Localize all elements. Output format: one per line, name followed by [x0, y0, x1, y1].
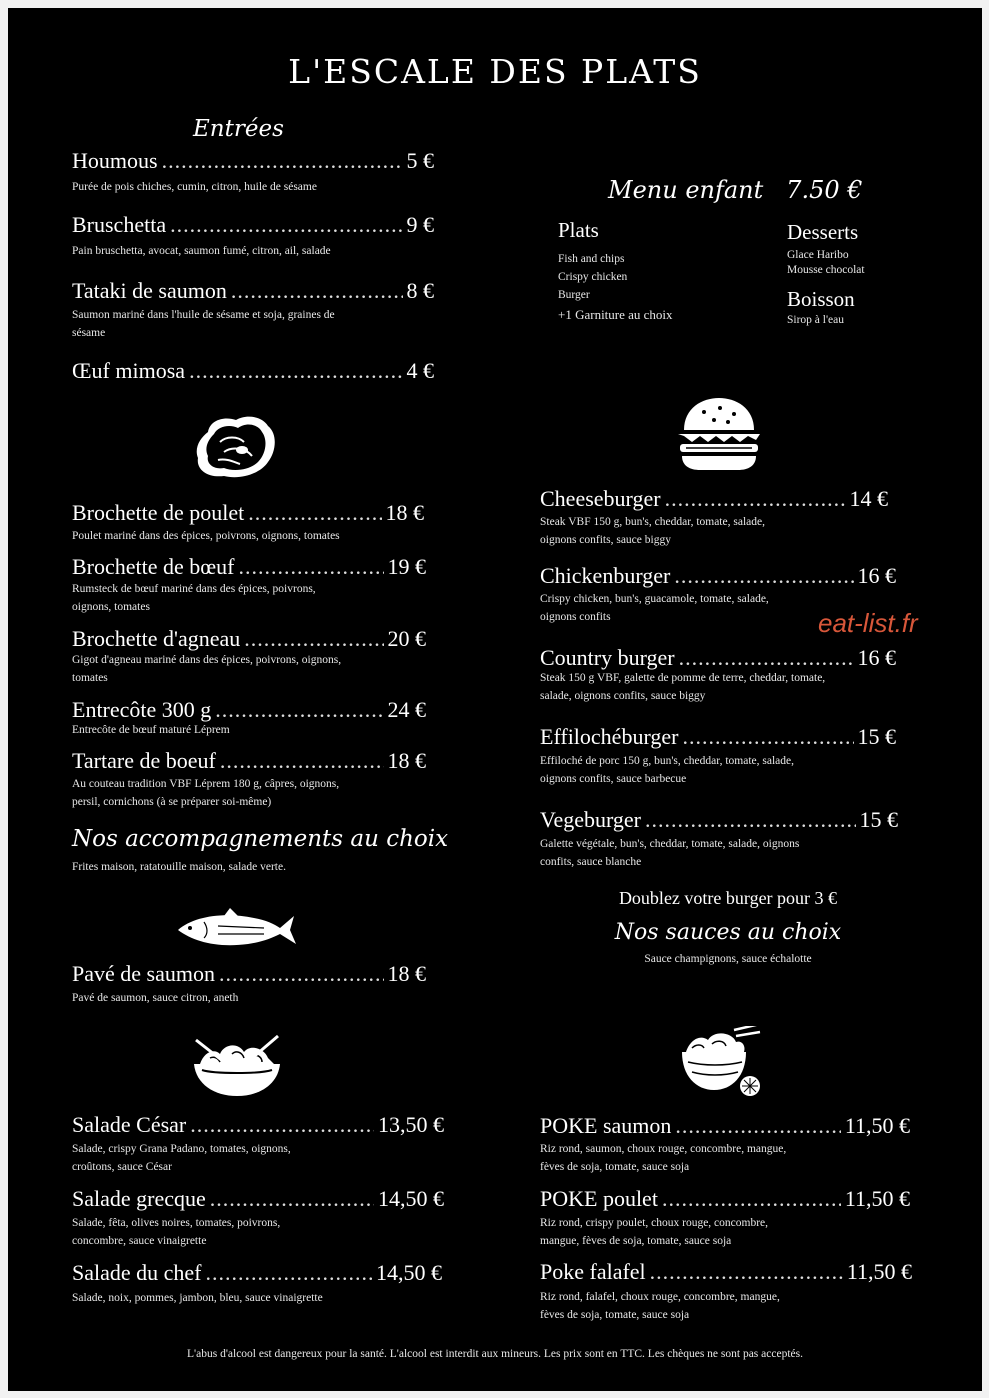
- item-name: Poke falafel: [540, 1259, 646, 1284]
- item-description: confits, sauce blanche: [540, 856, 642, 868]
- item-price: 18 €: [387, 961, 426, 986]
- item-price: 5 €: [406, 148, 434, 173]
- item-description: concombre, sauce vinaigrette: [72, 1235, 207, 1247]
- menu-enfant-dessert: Mousse chocolat: [787, 264, 865, 276]
- item-description: Saumon mariné dans l'huile de sésame et soja, graines de: [72, 309, 335, 321]
- item-price: 19 €: [387, 554, 426, 579]
- item-price: 15 €: [859, 807, 898, 832]
- menu-enfant-desserts-label: Desserts: [787, 220, 859, 244]
- entrees-heading: Entrées: [193, 116, 284, 142]
- item-description: persil, cornichons (à se préparer soi-même): [72, 796, 272, 808]
- item-price: 11,50 €: [844, 1113, 910, 1138]
- poke-item: [540, 1259, 912, 1285]
- accompagnements-text: Frites maison, ratatouille maison, salade verte.: [72, 861, 286, 873]
- item-price: 8 €: [406, 278, 434, 303]
- item-name: Salade César: [72, 1112, 187, 1137]
- item-name: POKE saumon: [540, 1113, 672, 1138]
- item-description: oignons confits: [540, 611, 611, 623]
- menu-enfant-plat: Fish and chips: [558, 253, 625, 265]
- accompagnements-heading: Nos accompagnements au choix: [72, 826, 449, 852]
- item-name: Bruschetta: [72, 212, 167, 237]
- item-price: 18 €: [387, 748, 426, 773]
- item-description: croûtons, sauce César: [72, 1161, 172, 1173]
- menu-enfant-boisson: Sirop à l'eau: [787, 314, 845, 326]
- menu-enfant-plat: Burger: [558, 289, 590, 301]
- burger-item: [540, 486, 888, 512]
- burger-item: [540, 645, 896, 671]
- poke-item: [540, 1186, 910, 1212]
- item-price: 11,50 €: [844, 1186, 910, 1211]
- item-price: 16 €: [857, 645, 896, 670]
- item-name: Country burger: [540, 645, 675, 670]
- item-price: 15 €: [857, 724, 896, 749]
- viande-item: [72, 626, 426, 652]
- item-name: Entrecôte 300 g: [72, 697, 212, 722]
- item-price: 14 €: [849, 486, 888, 511]
- menu-enfant-dessert: Glace Haribo: [787, 249, 849, 261]
- item-price: 4 €: [406, 358, 434, 383]
- item-description: Salade, noix, pommes, jambon, bleu, sauce vinaigrette: [72, 1292, 323, 1304]
- doublez-text: Doublez votre burger pour 3 €: [618, 888, 838, 908]
- item-name: Tartare de boeuf: [72, 748, 216, 773]
- menu-enfant-heading: Menu enfant 7.50 €: [608, 176, 863, 204]
- item-price: 16 €: [857, 563, 896, 588]
- item-description: Effiloché de porc 150 g, bun's, cheddar, tomate, salade,: [540, 755, 794, 767]
- menu-page: [8, 8, 982, 1391]
- item-description: Riz rond, crispy poulet, choux rouge, concombre,: [540, 1217, 769, 1229]
- fish-icon: [174, 906, 298, 950]
- item-name: Salade grecque: [72, 1186, 206, 1211]
- item-description: oignons confits, sauce barbecue: [540, 773, 687, 785]
- item-price: 18 €: [385, 500, 424, 525]
- item-price: 20 €: [387, 626, 426, 651]
- item-description: Steak VBF 150 g, bun's, cheddar, tomate, salade,: [540, 516, 765, 528]
- item-price: 11,50 €: [846, 1259, 912, 1284]
- steak-icon: [190, 412, 282, 484]
- item-name: Chickenburger: [540, 563, 671, 588]
- item-description: Riz rond, saumon, choux rouge, concombre, mangue,: [540, 1143, 787, 1155]
- item-description: Gigot d'agneau mariné dans des épices, poivrons, oignons,: [72, 654, 342, 666]
- item-description: fèves de soja, tomate, sauce soja: [540, 1309, 690, 1321]
- item-description: Pain bruschetta, avocat, saumon fumé, citron, ail, salade: [72, 245, 331, 257]
- item-description: Riz rond, falafel, choux rouge, concombre, mangue,: [540, 1291, 780, 1303]
- item-description: fèves de soja, tomate, sauce soja: [540, 1161, 690, 1173]
- item-description: Entrecôte de bœuf maturé Léprem: [72, 724, 230, 736]
- item-price: 9 €: [406, 212, 434, 237]
- item-name: Effilochéburger: [540, 724, 679, 749]
- burger-icon: [674, 396, 764, 472]
- entree-item: [72, 358, 434, 384]
- salad-bowl-icon: [184, 1030, 290, 1100]
- footer-disclaimer: L'abus d'alcool est dangereux pour la santé. L'alcool est interdit aux mineurs. Les prix sont en TTC. Les chèques ne sont pas acceptés.: [187, 1348, 803, 1360]
- sauces-text: Sauce champignons, sauce échalotte: [644, 953, 812, 965]
- item-price: 14,50 €: [376, 1260, 442, 1285]
- item-description: oignons confits, sauce biggy: [540, 534, 671, 546]
- entree-item: [72, 212, 434, 238]
- viande-item: [72, 697, 426, 723]
- burger-item: [540, 563, 896, 589]
- viande-item: [72, 500, 424, 526]
- sauces-heading: Nos sauces au choix: [614, 920, 842, 945]
- menu-enfant-boisson-label: Boisson: [787, 287, 855, 311]
- menu-enfant-price: 7.50 €: [786, 176, 863, 204]
- item-description: Steak 150 g VBF, galette de pomme de terre, cheddar, tomate,: [540, 672, 826, 684]
- item-description: sésame: [72, 327, 106, 339]
- item-name: Œuf mimosa: [72, 358, 186, 383]
- salade-item: [72, 1112, 444, 1138]
- item-description: Rumsteck de bœuf mariné dans des épices, poivrons,: [72, 583, 316, 595]
- viande-item: [72, 554, 426, 580]
- poke-item: [540, 1113, 910, 1139]
- item-description: Salade, fêta, olives noires, tomates, poivrons,: [72, 1217, 281, 1229]
- item-price: 14,50 €: [378, 1186, 444, 1211]
- poke-bowl-icon: [676, 1026, 762, 1098]
- entree-item: [72, 148, 434, 174]
- item-description: Salade, crispy Grana Padano, tomates, oignons,: [72, 1143, 291, 1155]
- item-description: Crispy chicken, bun's, guacamole, tomate, salade,: [540, 593, 769, 605]
- item-description: oignons, tomates: [72, 601, 150, 613]
- item-name: Brochette d'agneau: [72, 626, 241, 651]
- item-description: Purée de pois chiches, cumin, citron, huile de sésame: [72, 181, 317, 193]
- item-price: 24 €: [387, 697, 426, 722]
- menu-enfant-plats-label: Plats: [558, 218, 599, 242]
- item-name: Vegeburger: [540, 807, 641, 832]
- item-name: Salade du chef: [72, 1260, 202, 1285]
- item-description: mangue, fèves de soja, tomate, sauce soja: [540, 1235, 732, 1247]
- item-description: tomates: [72, 672, 108, 684]
- item-name: Cheeseburger: [540, 486, 661, 511]
- item-description: Pavé de saumon, sauce citron, aneth: [72, 992, 239, 1004]
- menu-enfant-plat: +1 Garniture au choix: [558, 307, 673, 322]
- item-name: Brochette de bœuf: [72, 554, 235, 579]
- viande-item: [72, 748, 426, 774]
- item-description: Poulet mariné dans des épices, poivrons, oignons, tomates: [72, 530, 340, 542]
- item-description: Au couteau tradition VBF Léprem 180 g, câpres, oignons,: [72, 778, 340, 790]
- item-description: Galette végétale, bun's, cheddar, tomate, salade, oignons: [540, 838, 800, 850]
- poisson-item: [72, 961, 426, 987]
- burger-item: [540, 807, 898, 833]
- item-name: POKE poulet: [540, 1186, 658, 1211]
- item-name: Brochette de poulet: [72, 500, 245, 525]
- entree-item: [72, 278, 434, 304]
- item-price: 13,50 €: [378, 1112, 444, 1137]
- item-name: Tataki de saumon: [72, 278, 227, 303]
- item-description: salade, oignons confits, sauce biggy: [540, 690, 706, 702]
- salade-item: [72, 1186, 444, 1212]
- burger-item: [540, 724, 896, 750]
- menu-enfant-plat: Crispy chicken: [558, 271, 628, 283]
- item-name: Pavé de saumon: [72, 961, 215, 986]
- item-name: Houmous: [72, 148, 158, 173]
- salade-item: [72, 1260, 442, 1286]
- page-title: L'ESCALE DES PLATS: [288, 52, 702, 91]
- watermark-text: eat-list.fr: [818, 608, 918, 638]
